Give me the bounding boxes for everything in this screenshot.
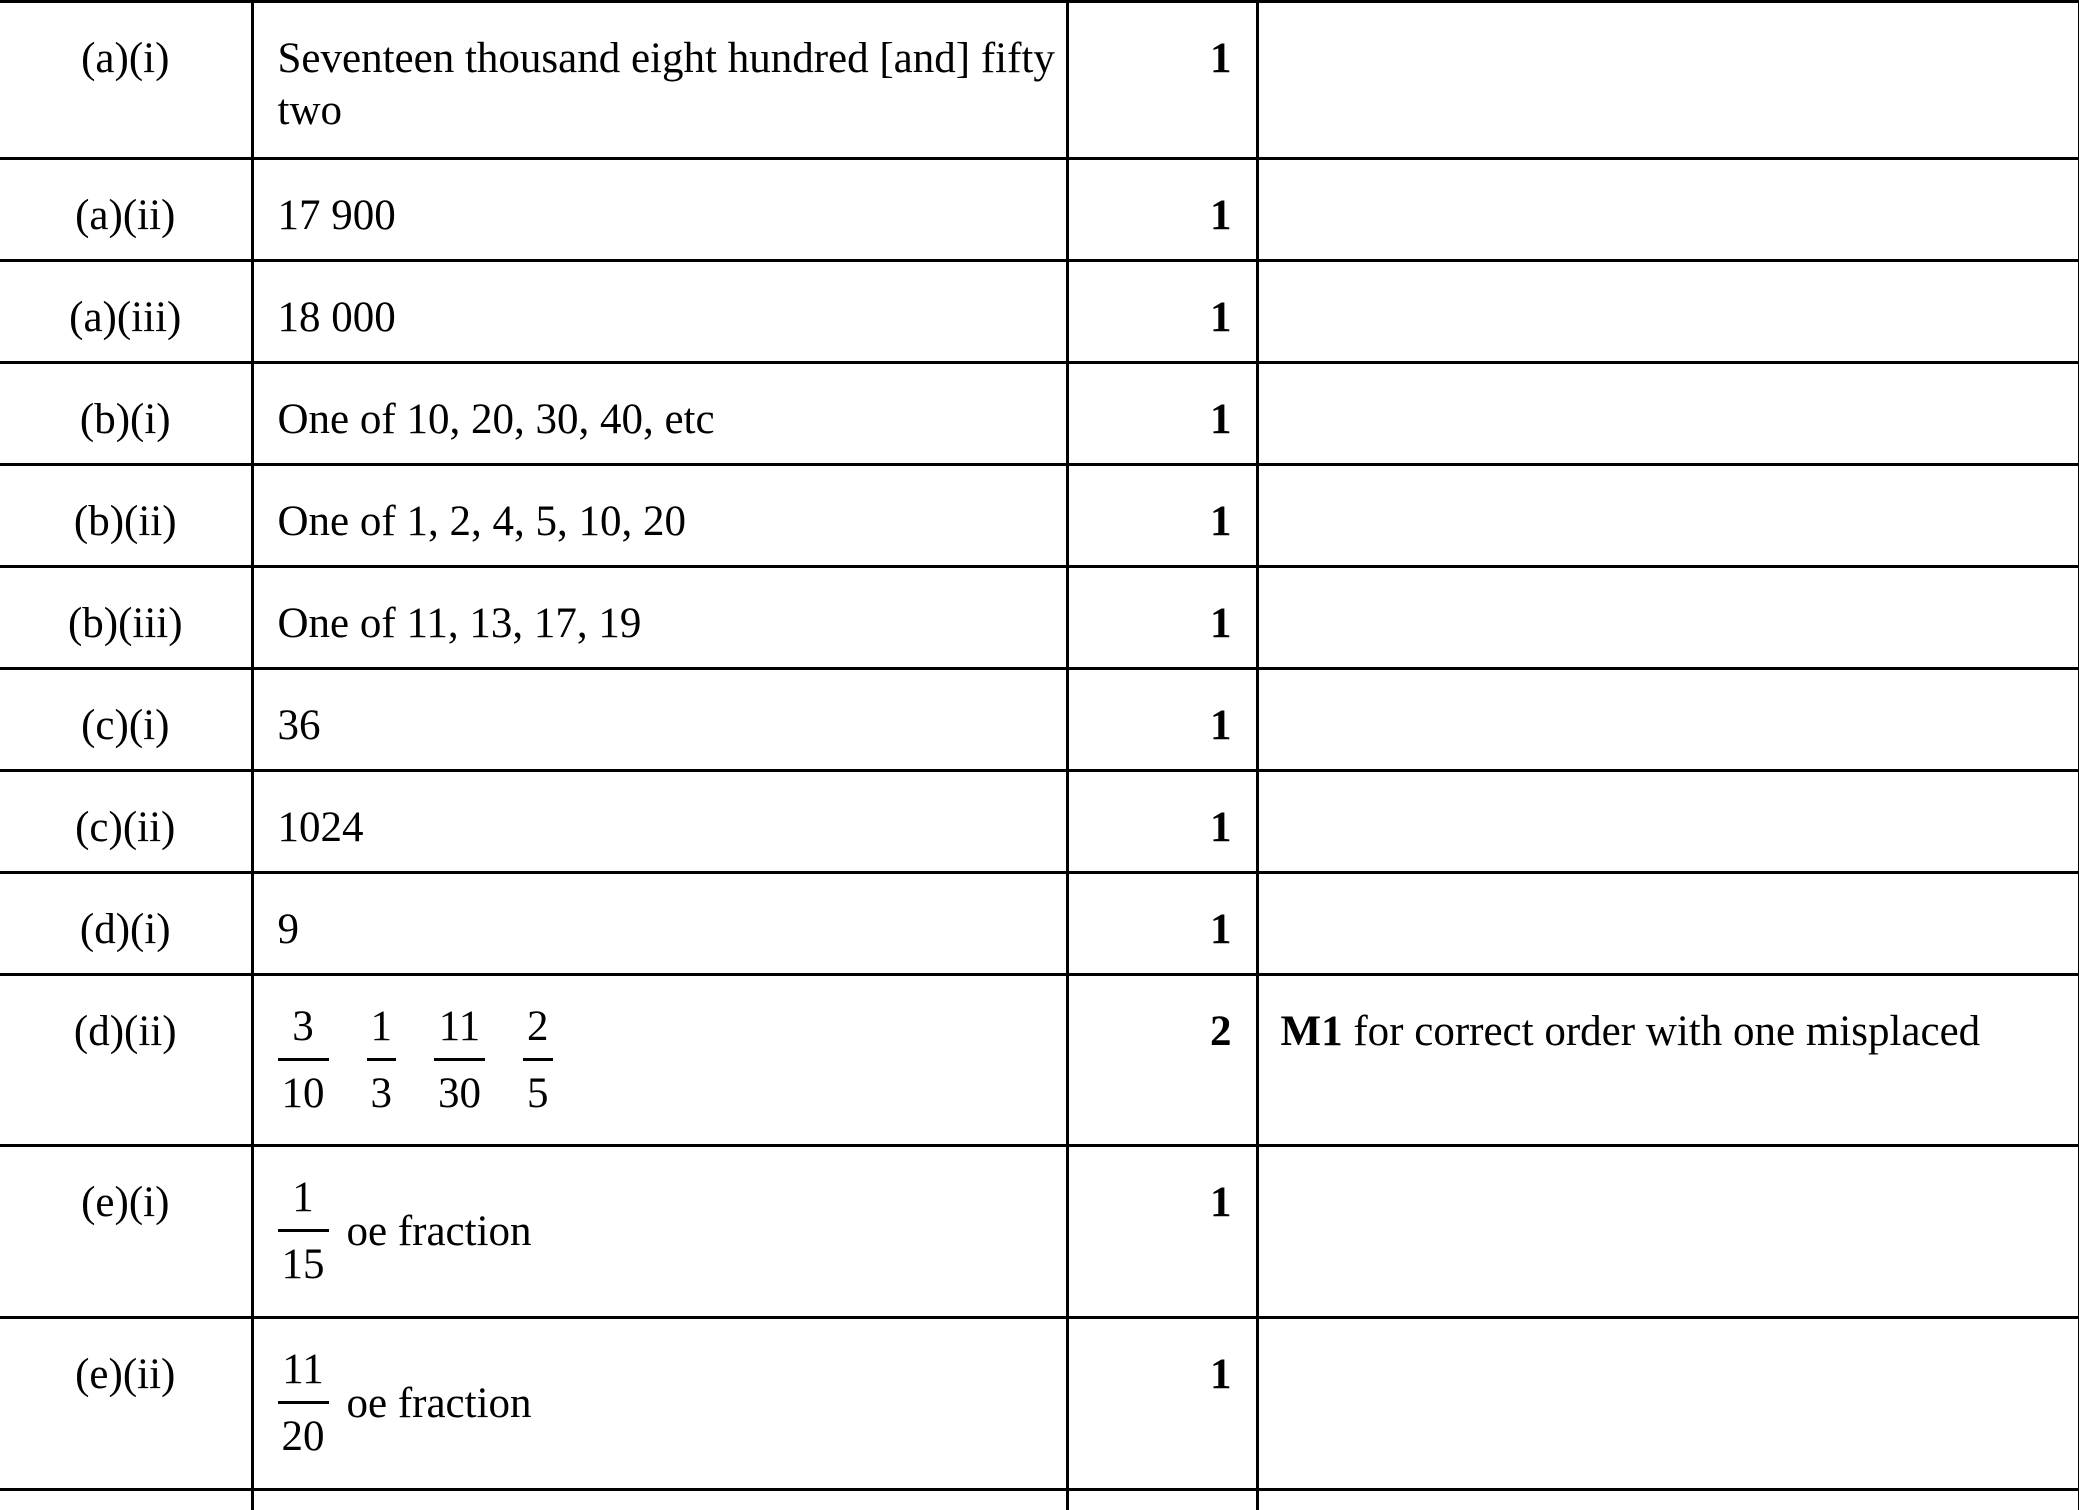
- fraction-bar: [278, 1401, 329, 1404]
- empty-cell: [0, 1490, 252, 1510]
- guidance-text: for correct order with one misplaced: [1342, 1008, 1981, 1055]
- question-part: (a)(ii): [0, 159, 252, 261]
- fraction-denominator: 3: [370, 1070, 392, 1117]
- fraction-denominator: 30: [438, 1070, 481, 1117]
- fraction-bar: [278, 1058, 329, 1061]
- guidance-cell: [1257, 363, 2079, 465]
- empty-cell: [1257, 1490, 2079, 1510]
- answer-cell: 18 000: [252, 261, 1067, 363]
- answer-cell: 36: [252, 669, 1067, 771]
- empty-cell: [1067, 1490, 1257, 1510]
- guidance-cell: [1257, 465, 2079, 567]
- table-row: [0, 771, 2079, 873]
- table-row: [0, 669, 2079, 771]
- guidance-cell: [1257, 1318, 2079, 1490]
- fraction-denominator: 10: [281, 1070, 325, 1117]
- mark-cell: 1: [1067, 2, 1257, 159]
- guidance-cell: [1257, 159, 2079, 261]
- guidance-cell: [1257, 771, 2079, 873]
- answer-cell: 17 900: [252, 159, 1067, 261]
- answer-cell: [252, 1146, 1067, 1318]
- guidance-cell: [1257, 261, 2079, 363]
- table-row: [0, 1490, 2079, 1510]
- fraction: [367, 1004, 397, 1117]
- question-part: (c)(i): [0, 669, 252, 771]
- guidance-cell: [1257, 2, 2079, 159]
- mark-cell: 1: [1067, 261, 1257, 363]
- table-row: [0, 2, 2079, 159]
- fraction-numerator: 1: [370, 1003, 392, 1050]
- mark-cell: 1: [1067, 1146, 1257, 1318]
- table-row: [0, 465, 2079, 567]
- mark-cell: 1: [1067, 465, 1257, 567]
- mark-cell: 1: [1067, 159, 1257, 261]
- fraction-bar: [278, 1229, 329, 1232]
- answer-cell: 1024: [252, 771, 1067, 873]
- mark-cell: 1: [1067, 669, 1257, 771]
- table-row: [0, 1146, 2079, 1318]
- fraction-denominator: 15: [281, 1241, 325, 1288]
- fraction-numerator: 11: [438, 1003, 481, 1050]
- guidance-cell: [1257, 1146, 2079, 1318]
- question-part: (d)(ii): [0, 975, 252, 1146]
- guidance-cell: [1257, 669, 2079, 771]
- guidance-cell: [1257, 873, 2079, 975]
- fraction-numerator: 2: [527, 1003, 549, 1050]
- table-row: [0, 261, 2079, 363]
- answer-cell: One of 1, 2, 4, 5, 10, 20: [252, 465, 1067, 567]
- table-row: [0, 363, 2079, 465]
- question-part: (e)(ii): [0, 1318, 252, 1490]
- question-part: (d)(i): [0, 873, 252, 975]
- mark-cell: 1: [1067, 363, 1257, 465]
- mark-cell: 1: [1067, 771, 1257, 873]
- fraction: [434, 1004, 485, 1117]
- mark-cell: 1: [1067, 1318, 1257, 1490]
- mark-cell: 2: [1067, 975, 1257, 1146]
- question-part: (e)(i): [0, 1146, 252, 1318]
- question-part: (a)(i): [0, 2, 252, 159]
- fraction-bar: [523, 1058, 553, 1061]
- answer-cell: [252, 1318, 1067, 1490]
- fraction: [278, 1347, 329, 1460]
- fraction-answer: [278, 1347, 1066, 1460]
- table-row: [0, 873, 2079, 975]
- question-part: (b)(ii): [0, 465, 252, 567]
- mark-cell: 1: [1067, 873, 1257, 975]
- question-part: (c)(ii): [0, 771, 252, 873]
- guidance-code: M1: [1280, 1008, 1343, 1055]
- table-row: [0, 159, 2079, 261]
- question-part: (a)(iii): [0, 261, 252, 363]
- fraction-numerator: 1: [292, 1174, 314, 1221]
- fraction-denominator: 20: [281, 1413, 325, 1460]
- fraction-bar: [367, 1058, 397, 1061]
- answer-cell: One of 11, 13, 17, 19: [252, 567, 1067, 669]
- answer-suffix: oe fraction: [346, 1207, 532, 1255]
- answer-suffix: oe fraction: [346, 1379, 532, 1427]
- empty-cell: [252, 1490, 1067, 1510]
- fraction: [278, 1175, 329, 1288]
- question-part: (b)(iii): [0, 567, 252, 669]
- guidance-cell: [1257, 975, 2079, 1146]
- fraction-numerator: 11: [282, 1346, 324, 1393]
- fraction: [278, 1004, 329, 1117]
- fraction-order-answer: [278, 1004, 1066, 1117]
- answer-cell: One of 10, 20, 30, 40, etc: [252, 363, 1067, 465]
- answer-cell: Seventeen thousand eight hundred [and] fifty two: [252, 2, 1067, 159]
- fraction-numerator: 3: [292, 1003, 314, 1050]
- question-part: (b)(i): [0, 363, 252, 465]
- guidance-cell: [1257, 567, 2079, 669]
- table-row: [0, 975, 2079, 1146]
- answer-cell: 9: [252, 873, 1067, 975]
- table-row: [0, 1318, 2079, 1490]
- table-row: [0, 567, 2079, 669]
- fraction: [523, 1004, 553, 1117]
- mark-cell: 1: [1067, 567, 1257, 669]
- fraction-denominator: 5: [527, 1070, 549, 1117]
- fraction-answer: [278, 1175, 1066, 1288]
- answer-cell: [252, 975, 1067, 1146]
- fraction-bar: [434, 1058, 485, 1061]
